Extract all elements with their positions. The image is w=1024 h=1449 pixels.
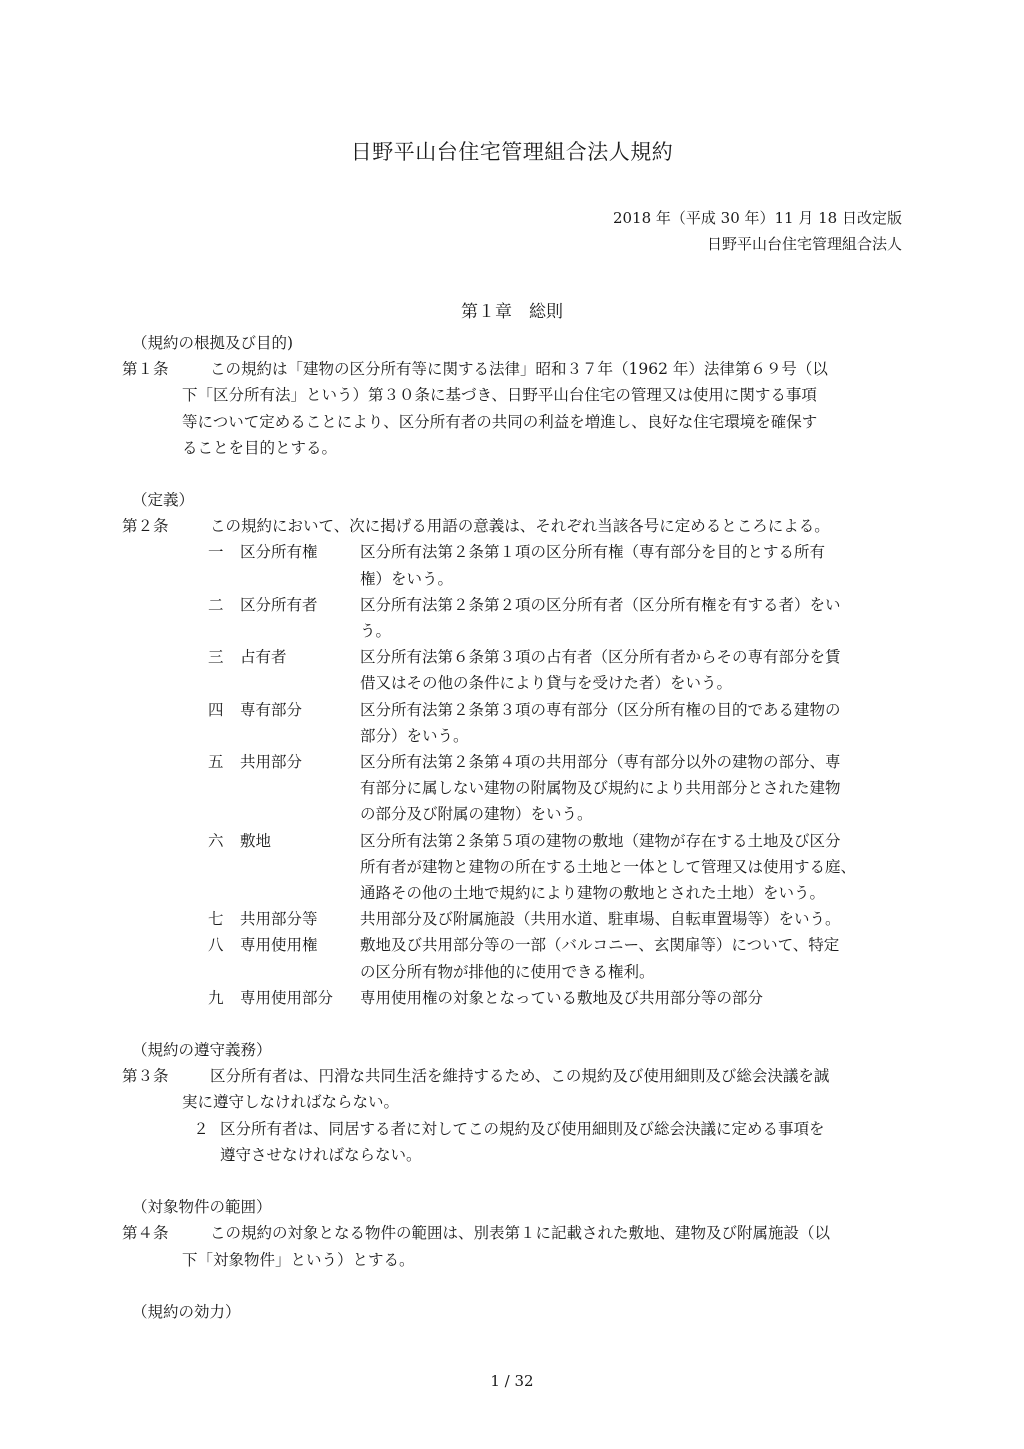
- article-4-heading: （対象物件の範囲）: [132, 1198, 272, 1217]
- definition-text: [360, 539, 922, 591]
- definition-number: 九: [208, 988, 224, 1007]
- definition-line: 区分所有法第２条第４項の共用部分（専有部分以外の建物の部分、専: [360, 753, 841, 772]
- page-number: 1 / 32: [490, 1372, 534, 1390]
- definition-line: 専用使用権の対象となっている敷地及び共用部分等の部分: [360, 988, 764, 1007]
- definition-term: 区分所有権: [240, 543, 318, 562]
- definition-item: [208, 828, 922, 907]
- definition-term: 共用部分: [240, 753, 303, 772]
- article-2: [122, 513, 922, 539]
- definition-number: 三: [208, 648, 224, 667]
- definition-number: 一: [208, 543, 224, 562]
- definition-item: [208, 749, 922, 828]
- document-body: [122, 330, 922, 1325]
- definition-line: 区分所有法第２条第１項の区分所有権（専有部分を目的とする所有: [360, 543, 826, 562]
- article-1-line: 下「区分所有法」という）第３０条に基づき、日野平山台住宅の管理又は使用に関する事項: [182, 386, 817, 405]
- definition-line: 区分所有法第６条第３項の占有者（区分所有者からその専有部分を賃: [360, 648, 841, 667]
- chapter-title: 第１章 総則: [461, 302, 563, 322]
- definition-item: [208, 985, 922, 1011]
- definition-number: 七: [208, 910, 224, 929]
- article-2-number: 第２条: [122, 517, 169, 536]
- definition-item: [208, 644, 922, 696]
- definition-text: [360, 985, 922, 1011]
- definition-number: 五: [208, 753, 224, 772]
- definition-text: [360, 932, 922, 984]
- article-4: [122, 1220, 922, 1246]
- document-title: 日野平山台住宅管理組合法人規約: [350, 140, 674, 164]
- definition-term: 専有部分: [240, 700, 303, 719]
- definition-term: 占有者: [240, 648, 287, 667]
- definition-text: [360, 906, 922, 932]
- article-2-heading: （定義）: [132, 491, 195, 510]
- article-3-number: 第３条: [122, 1067, 169, 1086]
- definition-item: [208, 697, 922, 749]
- definition-line: 区分所有法第２条第５項の建物の敷地（建物が存在する土地及び区分: [360, 831, 841, 850]
- revision-date: 2018 年（平成 30 年）11 月 18 日改定版: [612, 209, 902, 227]
- article-4-number: 第４条: [122, 1224, 169, 1243]
- definition-line: う。: [360, 622, 392, 641]
- article-5-heading: （規約の効力）: [132, 1302, 241, 1321]
- article-1-heading: （規約の根拠及び目的): [132, 334, 294, 352]
- definition-number: 二: [208, 595, 224, 614]
- article-1-line: ることを目的とする。: [182, 438, 338, 457]
- article-4-line: 下「対象物件」という）とする。: [182, 1250, 415, 1269]
- paragraph-line: 遵守させなければならない。: [220, 1145, 422, 1164]
- article-3: [122, 1063, 922, 1089]
- definition-term: 専用使用権: [240, 936, 318, 955]
- article-1-number: 第１条: [122, 360, 169, 379]
- article-1: [122, 356, 922, 382]
- article-3-text: 区分所有者は、円滑な共同生活を維持するため、この規約及び使用細則及び総会決議を誠: [210, 1067, 830, 1086]
- definition-list: [208, 539, 922, 1011]
- definition-text: [360, 749, 922, 828]
- article-3-heading: （規約の遵守義務）: [132, 1041, 272, 1060]
- article-1-line: 等について定めることにより、区分所有者の共同の利益を増進し、良好な住宅環境を確保す: [182, 412, 818, 431]
- definition-number: 八: [208, 936, 224, 955]
- definition-line: 有部分に属しない建物の附属物及び規約により共用部分とされた建物: [360, 779, 841, 798]
- definition-item: [208, 932, 922, 984]
- definition-line: 所有者が建物と建物の所在する土地と一体として管理又は使用する庭、: [360, 857, 857, 876]
- definition-line: の区分所有物が排他的に使用できる権利。: [360, 962, 655, 981]
- definition-term: 専用使用部分: [240, 988, 334, 1007]
- paragraph-number: ２: [193, 1119, 209, 1138]
- revision-block: [613, 205, 902, 257]
- definition-term: 区分所有者: [240, 595, 318, 614]
- article-4-text: この規約の対象となる物件の範囲は、別表第１に記載された敷地、建物及び附属施設（以: [210, 1224, 831, 1243]
- definition-line: 借又はその他の条件により貸与を受けた者）をいう。: [360, 674, 733, 693]
- article-2-text: この規約において、次に掲げる用語の意義は、それぞれ当該各号に定めるところによる。: [210, 517, 830, 536]
- definition-line: 部分）をいう。: [360, 726, 469, 745]
- definition-term: 共用部分等: [240, 910, 318, 929]
- definition-line: 共用部分及び附属施設（共用水道、駐車場、自転車置場等）をいう。: [360, 910, 841, 929]
- definition-text: [360, 697, 922, 749]
- definition-line: 権）をいう。: [360, 569, 454, 588]
- definition-text: [360, 828, 922, 907]
- definition-term: 敷地: [240, 831, 272, 850]
- definition-line: 通路その他の土地で規約により建物の敷地とされた土地）をいう。: [360, 884, 826, 903]
- definition-text: [360, 644, 922, 696]
- definition-line: 敷地及び共用部分等の一部（バルコニー、玄関扉等）について、特定: [360, 936, 840, 955]
- definition-line: 区分所有法第２条第２項の区分所有者（区分所有権を有する者）をい: [360, 595, 841, 614]
- paragraph-line: 区分所有者は、同居する者に対してこの規約及び使用細則及び総会決議に定める事項を: [220, 1119, 825, 1138]
- definition-text: [360, 592, 922, 644]
- definition-item: [208, 592, 922, 644]
- author: 日野平山台住宅管理組合法人: [706, 235, 902, 253]
- definition-item: [208, 539, 922, 591]
- article-3-paragraph-2: [182, 1116, 922, 1168]
- definition-line: 区分所有法第２条第３項の専有部分（区分所有権の目的である建物の: [360, 700, 841, 719]
- article-3-line: 実に遵守しなければならない。: [182, 1093, 400, 1112]
- definition-number: 六: [208, 831, 224, 850]
- definition-item: [208, 906, 922, 932]
- definition-line: の部分及び附属の建物）をいう。: [360, 805, 593, 824]
- definition-number: 四: [208, 700, 224, 719]
- article-1-text: この規約は「建物の区分所有等に関する法律」昭和３７年（1962 年）法律第６９号（以: [210, 360, 828, 379]
